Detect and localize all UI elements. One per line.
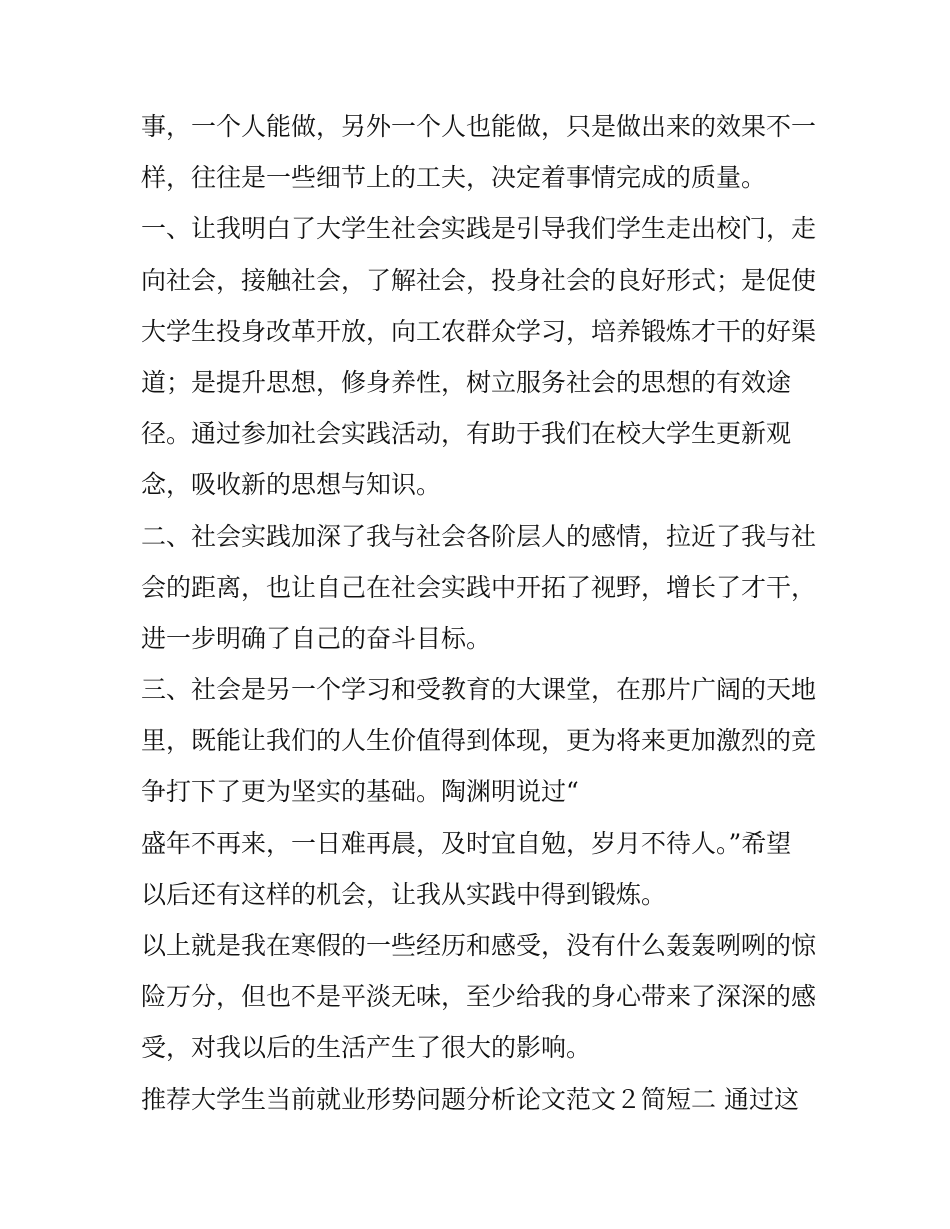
text-line: 道；是提升思想，修身养性，树立服务社会的思想的有效途 bbox=[141, 367, 792, 397]
text-line: 念，吸收新的思想与知识。 bbox=[141, 470, 442, 500]
text-line: 争打下了更为坚实的基础。陶渊明说过“ bbox=[141, 777, 579, 807]
text-line: 以后还有这样的机会，让我从实践中得到锻炼。 bbox=[141, 879, 667, 909]
text-line: 里，既能让我们的人生价值得到体现，更为将来更加激烈的竞 bbox=[141, 726, 817, 756]
text-line: 进一步明确了自己的奋斗目标。 bbox=[141, 623, 492, 653]
text-line: 径。通过参加社会实践活动，有助于我们在校大学生更新观 bbox=[141, 419, 792, 449]
text-line: 大学生投身改革开放，向工农群众学习，培养锻炼才干的好渠 bbox=[141, 316, 817, 346]
text-line: 三、社会是另一个学习和受教育的大课堂，在那片广阔的天地 bbox=[141, 675, 817, 705]
text-line: 二、社会实践加深了我与社会各阶层人的感情，拉近了我与社 bbox=[141, 521, 817, 551]
text-line: 险万分，但也不是平淡无味，至少给我的身心带来了深深的感 bbox=[141, 982, 817, 1012]
text-line: 一、让我明白了大学生社会实践是引导我们学生走出校门，走 bbox=[141, 214, 817, 244]
text-line: 推荐大学生当前就业形势问题分析论文范文２简短二 通过这 bbox=[141, 1084, 799, 1114]
text-line: 样，往往是一些细节上的工夫，决定着事情完成的质量。 bbox=[141, 163, 767, 193]
text-line: 盛年不再来，一日难再晨，及时宜自勉，岁月不待人。”希望 bbox=[141, 828, 792, 858]
text-line: 受，对我以后的生活产生了很大的影响。 bbox=[141, 1033, 592, 1063]
document-body bbox=[141, 101, 821, 1125]
text-line: 会的距离，也让自己在社会实践中开拓了视野，增长了才干， bbox=[141, 572, 817, 602]
text-line: 向社会，接触社会，了解社会，投身社会的良好形式；是促使 bbox=[141, 265, 817, 295]
text-line: 以上就是我在寒假的一些经历和感受，没有什么轰轰咧咧的惊 bbox=[141, 931, 817, 960]
text-line: 事，一个人能做，另外一个人也能做，只是做出来的效果不一 bbox=[141, 112, 817, 141]
